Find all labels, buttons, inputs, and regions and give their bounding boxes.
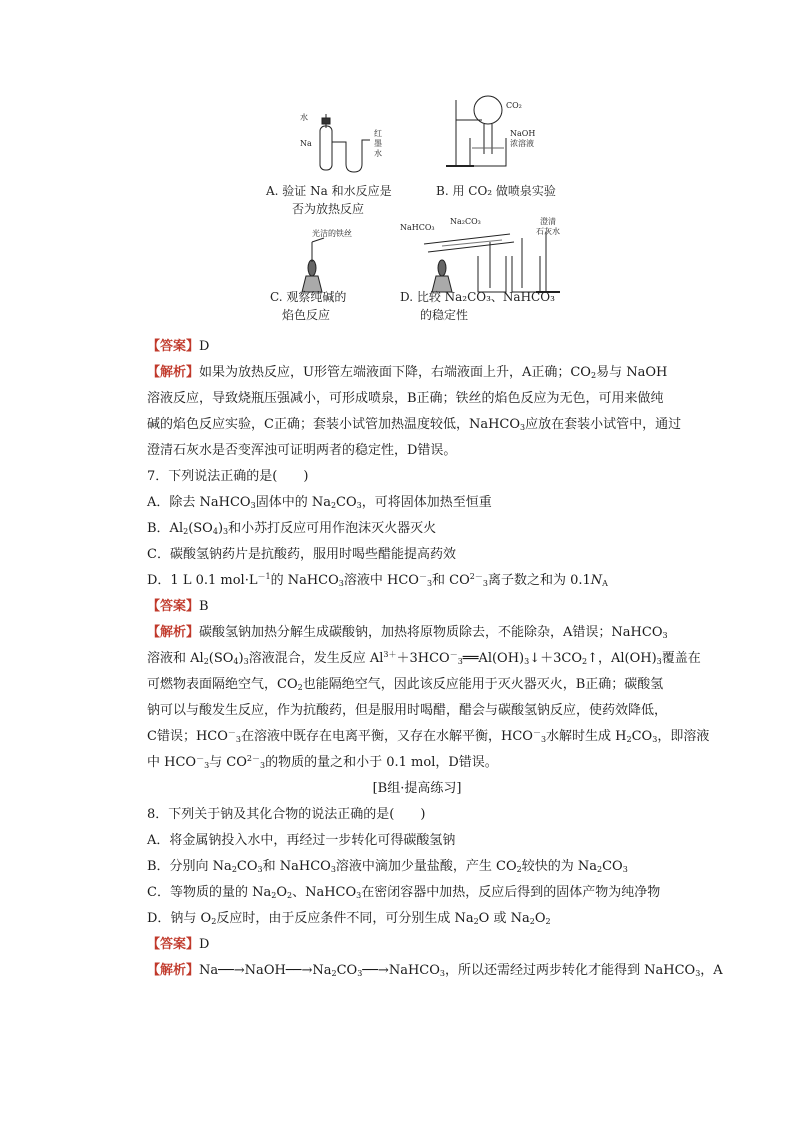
label-wire: 光洁的铁丝	[312, 229, 352, 238]
label-red-ink-3: 水	[374, 149, 382, 158]
q8-answer: D	[199, 937, 210, 952]
question-content	[147, 334, 723, 984]
q6-analysis-1: 【解析】如果为放热反应，U形管左端液面下降，右端液面上升，A正确；$CO_2$易与 NaOH	[147, 365, 668, 380]
q7-stem: 7．下列说法正确的是( )	[147, 469, 309, 484]
label-na: Na	[300, 139, 312, 148]
label-nahco3: NaHCO₃	[400, 223, 435, 232]
q8-option-a: A．将金属钠投入水中，再经过一步转化可得碳酸氢钠	[147, 833, 456, 848]
round-flask	[474, 96, 502, 124]
caption-a-1: A. 验证 Na 和水反应是	[266, 184, 392, 198]
q6-analysis-3: 碱的焰色反应实验，C正确；套装小试管加热温度较低，NaHCO$_3$应放在套装小试管中，通过	[147, 417, 682, 432]
beaker-b	[470, 138, 506, 166]
label-water: 水	[300, 113, 308, 122]
q7-analysis-3: 可燃物表面隔绝空气，$CO_2$也能隔绝空气，因此该反应能用于灭火器灭火，B正确；碳酸氢	[147, 677, 664, 692]
beaker-d1	[478, 256, 506, 292]
q7-option-d: D．1 L 0.1 $mol\cdot L^{-1}$的 NaHCO$_3$溶液中 $HCO^-_3$和 $CO^{2-}_3$离子数之和为 $0.1N_A$	[147, 572, 608, 588]
q8-stem: 8．下列关于钠及其化合物的说法正确的是( )	[147, 807, 426, 822]
label-na2co3: Na₂CO₃	[450, 217, 481, 226]
q7-analysis-5: C错误；$HCO^-_3$在溶液中既存在电离平衡，又存在水解平衡，$HCO^-_3$水解时生成 $H_2CO_3$，即溶液	[147, 728, 710, 744]
section-title: [B组·提高练习]	[372, 781, 462, 796]
q8-option-b: B．分别向 $Na_2CO_3$和 NaHCO$_3$溶液中滴加少量盐酸，产生 $CO_2$较快的为 $Na_2CO_3$	[147, 859, 628, 874]
test-tube-a	[320, 126, 332, 170]
q8-option-c: C．等物质的量的 $Na_2O_2$、NaHCO$_3$在密闭容器中加热，反应后得到的固体产物为纯净物	[147, 885, 661, 900]
analysis-tag: 【解析】	[147, 365, 200, 380]
q6-analysis-4: 澄清石灰水是否变浑浊可证明两者的稳定性，D错误。	[147, 443, 457, 458]
q7-analysis-2: 溶液和 $Al_2(SO_4)_3$溶液混合，发生反应 $Al^{3+}+3HCO^-_3══Al(OH)_3↓+3CO_2↑$，$Al(OH)_3$覆盖在	[147, 650, 701, 666]
q7-option-b: B．$Al_2(SO_4)_3$和小苏打反应可用作泡沫灭火器灭火	[147, 521, 437, 536]
label-naoh-2: 浓溶液	[510, 139, 534, 148]
label-red-ink-2: 墨	[374, 139, 382, 148]
q6-answer-line	[147, 334, 687, 360]
q7-answer: B	[199, 599, 209, 614]
caption-d-2: 的稳定性	[420, 308, 469, 322]
analysis-tag: 【解析】	[147, 963, 200, 978]
q7-analysis-1: 【解析】碳酸氢钠加热分解生成碳酸钠，加热将原物质除去，不能除杂，A错误；NaHCO$_3$	[147, 625, 668, 640]
label-red-ink-1: 红	[374, 129, 382, 138]
q7-option-a: A．除去 NaHCO$_3$固体中的 $Na_2CO_3$，可将固体加热至恒重	[147, 495, 492, 510]
q8-analysis-1: 【解析】$Na──\to NaOH──\to Na_2CO_3──\to NaHCO_3$，所以还需经过两步转化才能得到 NaHCO$_3$，A	[147, 963, 723, 978]
label-lime-1: 澄清	[540, 217, 556, 226]
q6-answer: D	[199, 339, 210, 354]
q6-analysis-2: 溶液反应，导致烧瓶压强减小，可形成喷泉，B正确；铁丝的焰色反应为无色，可用来做纯	[147, 391, 664, 406]
beaker-d2	[512, 256, 540, 292]
caption-b: B. 用 CO₂ 做喷泉实验	[436, 184, 556, 198]
q7-analysis-4: 钠可以与酸发生反应，作为抗酸药，但是服用时喝醋，醋会与碳酸氢钠反应，使药效降低，	[147, 703, 668, 718]
caption-c-1: C. 观察纯碱的	[270, 290, 347, 304]
label-naoh-1: NaOH	[510, 129, 536, 138]
q8-option-d: D．钠与 $O_2$反应时，由于反应条件不同，可分别生成 $Na_2O$ 或 $Na_2O_2$	[147, 911, 551, 926]
answer-tag: 【答案】	[147, 937, 200, 952]
caption-c-2: 焰色反应	[282, 308, 331, 322]
label-co2: CO₂	[506, 101, 522, 110]
q7-answer-line	[147, 594, 687, 620]
u-tube	[332, 140, 370, 172]
answer-tag: 【答案】	[147, 339, 200, 354]
q8-answer-line	[147, 932, 687, 958]
q7-option-c: C．碳酸氢钠药片是抗酸药，服用时喝些醋能提高药效	[147, 547, 456, 562]
answer-tag: 【答案】	[147, 599, 200, 614]
test-tube-outer	[424, 234, 510, 244]
q7-analysis-6: 中 $HCO^-_3$与 $CO^{2-}_3$的物质的量之和小于 0.1 mol，D错误。	[147, 754, 498, 770]
caption-a-2: 否为放热反应	[292, 202, 365, 216]
experiment-figures	[260, 92, 580, 332]
caption-d-1: D. 比较 Na₂CO₃、NaHCO₃	[400, 290, 555, 304]
analysis-tag: 【解析】	[147, 625, 200, 640]
label-lime-2: 石灰水	[536, 227, 560, 236]
